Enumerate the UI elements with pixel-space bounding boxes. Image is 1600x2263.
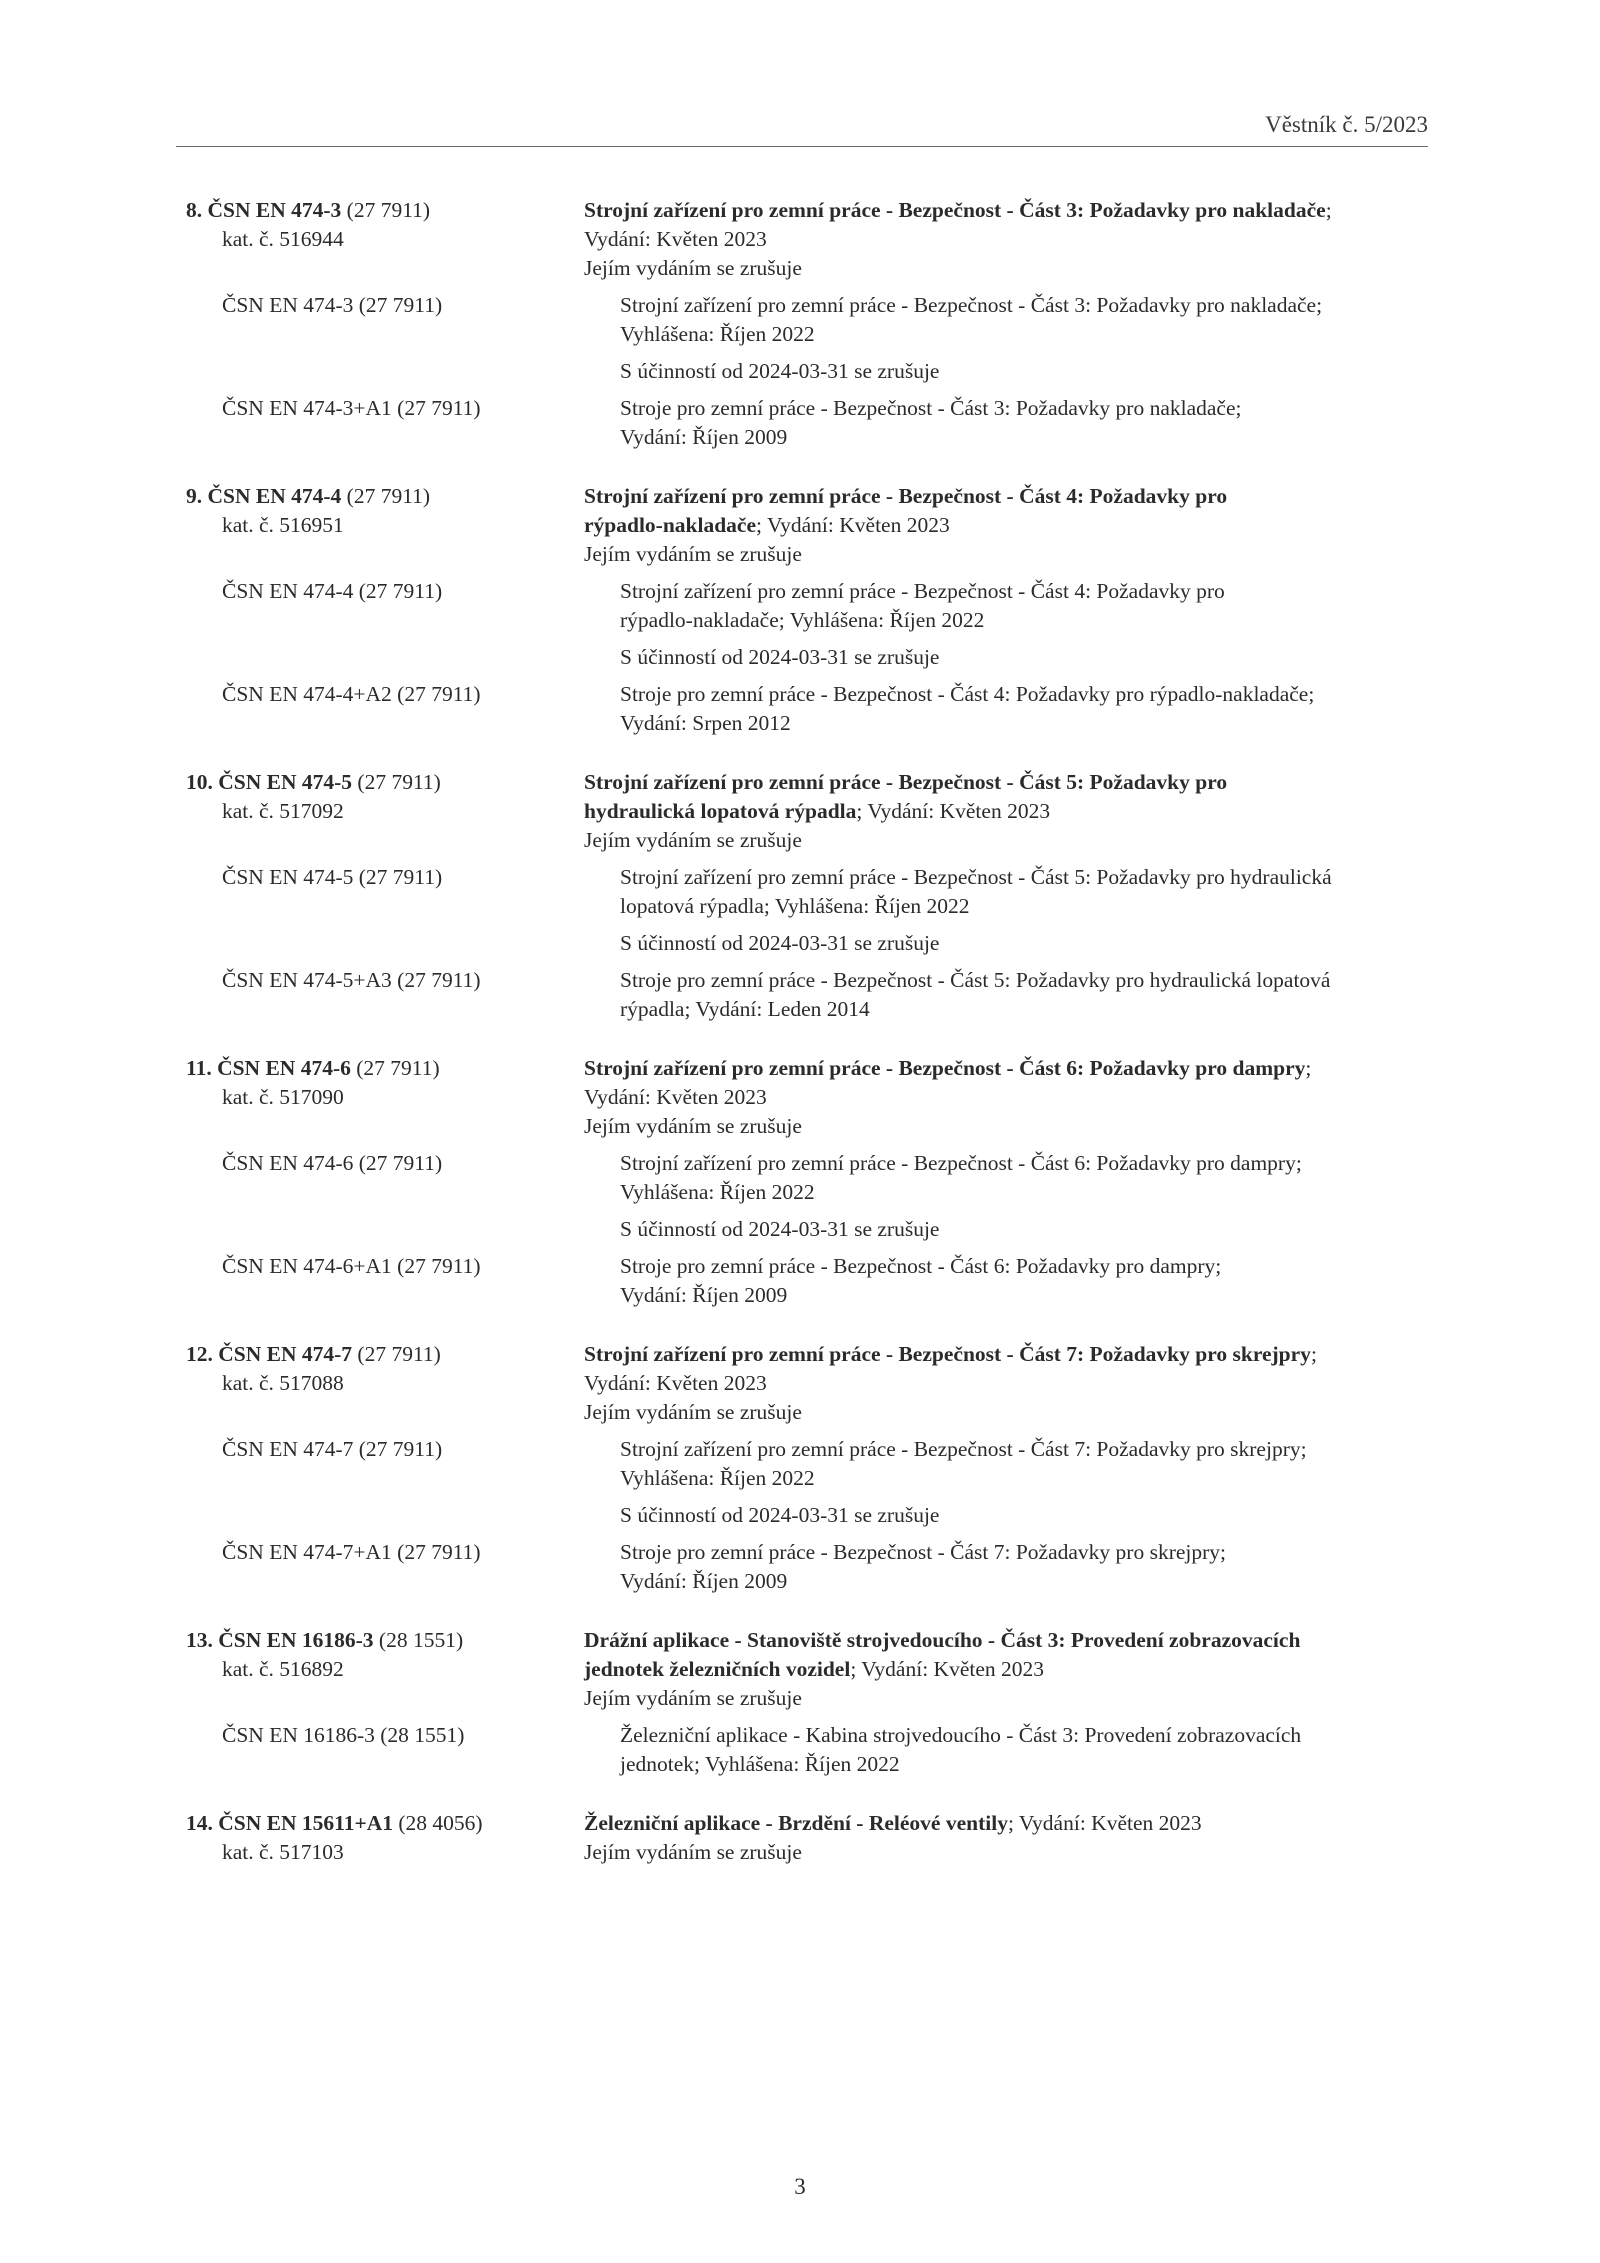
replaced-standard-code: ČSN EN 16186-3 (28 1551) xyxy=(222,1723,465,1747)
standard-title: Železniční aplikace - Brzdění - Reléové ventily xyxy=(584,1811,1008,1835)
cancellation-notice: Jejím vydáním se zrušuje xyxy=(584,1840,802,1864)
entry-standard-line xyxy=(186,1340,584,1369)
cancellation-notice: Jejím vydáním se zrušuje xyxy=(584,1400,802,1424)
replaced-title: Strojní zařízení pro zemní práce - Bezpečnost - Část 5: Požadavky pro hydraulická xyxy=(620,865,1332,889)
replaced-title: Stroje pro zemní práce - Bezpečnost - Část 6: Požadavky pro dampry; xyxy=(620,1254,1222,1278)
title-line-2 xyxy=(584,511,1428,540)
classification-code: (28 1551) xyxy=(378,1628,464,1652)
title-punct: ; xyxy=(1310,1342,1317,1366)
standard-title: Drážní aplikace - Stanoviště strojvedoucího - Část 3: Provedení zobrazovacích xyxy=(584,1628,1301,1652)
entry-identifier xyxy=(186,1054,584,1141)
standard-code: ČSN EN 16186-3 xyxy=(218,1628,374,1652)
replaced-date: Vyhlášena: Říjen 2022 xyxy=(620,322,815,346)
entry-number: 10. xyxy=(186,770,213,794)
catalog-number: kat. č. 516892 xyxy=(222,1657,344,1681)
replaced-title: Strojní zařízení pro zemní práce - Bezpečnost - Část 6: Požadavky pro dampry; xyxy=(620,1151,1302,1175)
replaced-standard-description xyxy=(620,1721,1428,1779)
replaced-title: Strojní zařízení pro zemní práce - Bezpečnost - Část 4: Požadavky pro xyxy=(620,579,1225,603)
replaced-standard-description xyxy=(620,966,1428,1024)
replaced-standard-row xyxy=(186,680,1428,738)
replaced-title: Stroje pro zemní práce - Bezpečnost - Část 7: Požadavky pro skrejpry; xyxy=(620,1540,1226,1564)
replaced-standard-code: ČSN EN 474-3+A1 (27 7911) xyxy=(222,396,481,420)
replaced-date: Vydání: Říjen 2009 xyxy=(620,1569,788,1593)
replaced-standard-row xyxy=(186,863,1428,958)
entry-number: 14. xyxy=(186,1811,213,1835)
replaced-standard-description xyxy=(620,1538,1428,1596)
entry-number: 12. xyxy=(186,1342,213,1366)
replaced-standard-code: ČSN EN 474-6 (27 7911) xyxy=(222,1151,443,1175)
replaced-title: Stroje pro zemní práce - Bezpečnost - Část 5: Požadavky pro hydraulická lopatová xyxy=(620,968,1331,992)
entry-standard-line xyxy=(186,1054,584,1083)
standard-title-cont: hydraulická lopatová rýpadla xyxy=(584,799,857,823)
standard-code: ČSN EN 474-3 xyxy=(207,198,342,222)
entry-description xyxy=(584,768,1428,855)
entry-identifier xyxy=(186,482,584,569)
entry-main-row xyxy=(186,1626,1428,1713)
replaced-standard-code: ČSN EN 474-6+A1 (27 7911) xyxy=(222,1254,481,1278)
entry-number: 8. xyxy=(186,198,203,222)
standard-title: Strojní zařízení pro zemní práce - Bezpečnost - Část 6: Požadavky pro dampry xyxy=(584,1056,1306,1080)
cancellation-notice: Jejím vydáním se zrušuje xyxy=(584,828,802,852)
classification-code: (27 7911) xyxy=(356,1056,440,1080)
entry-number: 11. xyxy=(186,1056,212,1080)
replaced-standard-description xyxy=(620,577,1428,672)
cancellation-notice: Jejím vydáním se zrušuje xyxy=(584,256,802,280)
replaced-date: lopatová rýpadla; Vyhlášena: Říjen 2022 xyxy=(620,894,970,918)
replaced-standard-description xyxy=(620,1149,1428,1244)
effective-cancellation-note: S účinností od 2024-03-31 se zrušuje xyxy=(620,645,940,669)
issue-info: Vydání: Květen 2023 xyxy=(584,1371,767,1395)
replaced-standard-code: ČSN EN 474-4 (27 7911) xyxy=(222,579,443,603)
standard-title-cont: rýpadlo-nakladače xyxy=(584,513,757,537)
standard-entry xyxy=(186,1054,1428,1310)
replaced-date: Vydání: Říjen 2009 xyxy=(620,1283,788,1307)
entry-description xyxy=(584,1054,1428,1141)
entry-identifier xyxy=(186,1626,584,1713)
standard-code: ČSN EN 474-4 xyxy=(207,484,342,508)
entry-main-row xyxy=(186,1809,1428,1867)
replaced-title: Strojní zařízení pro zemní práce - Bezpečnost - Část 3: Požadavky pro nakladače; xyxy=(620,293,1323,317)
replaced-date: rýpadlo-nakladače; Vyhlášena: Říjen 2022 xyxy=(620,608,985,632)
replaced-standard-code: ČSN EN 474-7+A1 (27 7911) xyxy=(222,1540,481,1564)
catalog-number: kat. č. 516951 xyxy=(222,513,344,537)
replaced-standard-row xyxy=(186,394,1428,452)
entry-main-row xyxy=(186,482,1428,569)
replaced-date: jednotek; Vyhlášena: Říjen 2022 xyxy=(620,1752,900,1776)
entry-standard-line xyxy=(186,1626,584,1655)
replaced-standard-row xyxy=(186,577,1428,672)
replaced-standard-row xyxy=(186,1721,1428,1779)
standard-entry xyxy=(186,482,1428,738)
entry-number: 9. xyxy=(186,484,203,508)
entry-description xyxy=(584,1340,1428,1427)
entry-main-row xyxy=(186,1340,1428,1427)
issue-info: Vydání: Květen 2023 xyxy=(584,227,767,251)
title-line xyxy=(584,1340,1428,1369)
standard-code: ČSN EN 15611+A1 xyxy=(218,1811,393,1835)
catalog-number: kat. č. 517092 xyxy=(222,799,344,823)
classification-code: (27 7911) xyxy=(346,198,431,222)
title-line-2 xyxy=(584,797,1428,826)
replaced-standard-code: ČSN EN 474-7 (27 7911) xyxy=(222,1437,443,1461)
replaced-standard-row xyxy=(186,966,1428,1024)
title-line-2 xyxy=(584,1655,1428,1684)
title-punct: ; xyxy=(1325,198,1332,222)
entry-standard-line xyxy=(186,482,584,511)
replaced-standard-description xyxy=(620,291,1428,386)
title-punct: ; Vydání: Květen 2023 xyxy=(1007,1811,1202,1835)
catalog-number: kat. č. 517103 xyxy=(222,1840,344,1864)
classification-code: (27 7911) xyxy=(357,1342,441,1366)
entry-main-row xyxy=(186,768,1428,855)
standards-list xyxy=(186,196,1428,1897)
replaced-standard-description xyxy=(620,863,1428,958)
effective-cancellation-note: S účinností od 2024-03-31 se zrušuje xyxy=(620,1217,940,1241)
standard-title: Strojní zařízení pro zemní práce - Bezpečnost - Část 4: Požadavky pro xyxy=(584,484,1228,508)
replaced-date: rýpadla; Vydání: Leden 2014 xyxy=(620,997,870,1021)
replaced-standard-code: ČSN EN 474-5+A3 (27 7911) xyxy=(222,968,481,992)
replaced-standard-row xyxy=(186,1252,1428,1310)
catalog-number: kat. č. 516944 xyxy=(222,227,344,251)
replaced-standard-code: ČSN EN 474-4+A2 (27 7911) xyxy=(222,682,481,706)
page-number: 3 xyxy=(794,2174,806,2199)
replaced-title: Železniční aplikace - Kabina strojvedoucího - Část 3: Provedení zobrazovacích xyxy=(620,1723,1302,1747)
classification-code: (27 7911) xyxy=(346,484,431,508)
issue-info: ; Vydání: Květen 2023 xyxy=(756,513,950,537)
standard-title: Strojní zařízení pro zemní práce - Bezpečnost - Část 3: Požadavky pro nakladače xyxy=(584,198,1326,222)
replaced-standard-code: ČSN EN 474-5 (27 7911) xyxy=(222,865,443,889)
replaced-standard-description xyxy=(620,394,1428,452)
entry-main-row xyxy=(186,196,1428,283)
standard-entry xyxy=(186,1809,1428,1867)
entry-main-row xyxy=(186,1054,1428,1141)
effective-cancellation-note: S účinností od 2024-03-31 se zrušuje xyxy=(620,931,940,955)
effective-cancellation-note: S účinností od 2024-03-31 se zrušuje xyxy=(620,359,940,383)
classification-code: (27 7911) xyxy=(357,770,441,794)
replaced-standard-row xyxy=(186,1435,1428,1530)
title-line xyxy=(584,1809,1428,1838)
header-rule xyxy=(176,146,1428,147)
standard-title: Strojní zařízení pro zemní práce - Bezpečnost - Část 7: Požadavky pro skrejpry xyxy=(584,1342,1311,1366)
standard-entry xyxy=(186,768,1428,1024)
standard-code: ČSN EN 474-7 xyxy=(218,1342,353,1366)
title-line xyxy=(584,768,1428,797)
cancellation-notice: Jejím vydáním se zrušuje xyxy=(584,1114,802,1138)
standard-title: Strojní zařízení pro zemní práce - Bezpečnost - Část 5: Požadavky pro xyxy=(584,770,1228,794)
replaced-standard-description xyxy=(620,680,1428,738)
standard-entry xyxy=(186,196,1428,452)
replaced-standard-row xyxy=(186,1538,1428,1596)
replaced-standard-description xyxy=(620,1435,1428,1530)
effective-cancellation-note: S účinností od 2024-03-31 se zrušuje xyxy=(620,1503,940,1527)
entry-identifier xyxy=(186,1809,584,1867)
title-line xyxy=(584,482,1428,511)
issue-info: Vydání: Květen 2023 xyxy=(584,1085,767,1109)
cancellation-notice: Jejím vydáním se zrušuje xyxy=(584,542,802,566)
replaced-standard-code: ČSN EN 474-3 (27 7911) xyxy=(222,293,443,317)
replaced-standard-description xyxy=(620,1252,1428,1310)
replaced-date: Vyhlášena: Říjen 2022 xyxy=(620,1466,815,1490)
title-punct: ; xyxy=(1305,1056,1312,1080)
replaced-title: Stroje pro zemní práce - Bezpečnost - Část 4: Požadavky pro rýpadlo-nakladače; xyxy=(620,682,1315,706)
entry-description xyxy=(584,1809,1428,1867)
classification-code: (28 4056) xyxy=(398,1811,483,1835)
title-line xyxy=(584,1626,1428,1655)
replaced-date: Vydání: Říjen 2009 xyxy=(620,425,788,449)
replaced-title: Stroje pro zemní práce - Bezpečnost - Část 3: Požadavky pro nakladače; xyxy=(620,396,1242,420)
standard-entry xyxy=(186,1626,1428,1779)
catalog-number: kat. č. 517090 xyxy=(222,1085,344,1109)
issue-info: ; Vydání: Květen 2023 xyxy=(850,1657,1045,1681)
cancellation-notice: Jejím vydáním se zrušuje xyxy=(584,1686,802,1710)
entry-standard-line xyxy=(186,768,584,797)
issue-info: ; Vydání: Květen 2023 xyxy=(856,799,1051,823)
entry-identifier xyxy=(186,1340,584,1427)
standard-title-cont: jednotek železničních vozidel xyxy=(584,1657,851,1681)
replaced-date: Vyhlášena: Říjen 2022 xyxy=(620,1180,815,1204)
standard-code: ČSN EN 474-5 xyxy=(218,770,353,794)
entry-description xyxy=(584,482,1428,569)
replaced-date: Vydání: Srpen 2012 xyxy=(620,711,791,735)
standard-entry xyxy=(186,1340,1428,1596)
bulletin-header: Věstník č. 5/2023 xyxy=(1265,112,1428,137)
entry-identifier xyxy=(186,196,584,283)
entry-number: 13. xyxy=(186,1628,213,1652)
replaced-standard-row xyxy=(186,291,1428,386)
catalog-number: kat. č. 517088 xyxy=(222,1371,344,1395)
standard-code: ČSN EN 474-6 xyxy=(217,1056,351,1080)
entry-identifier xyxy=(186,768,584,855)
entry-standard-line xyxy=(186,1809,584,1838)
title-line xyxy=(584,1054,1428,1083)
entry-description xyxy=(584,1626,1428,1713)
title-line xyxy=(584,196,1428,225)
replaced-title: Strojní zařízení pro zemní práce - Bezpečnost - Část 7: Požadavky pro skrejpry; xyxy=(620,1437,1307,1461)
replaced-standard-row xyxy=(186,1149,1428,1244)
entry-standard-line xyxy=(186,196,584,225)
entry-description xyxy=(584,196,1428,283)
